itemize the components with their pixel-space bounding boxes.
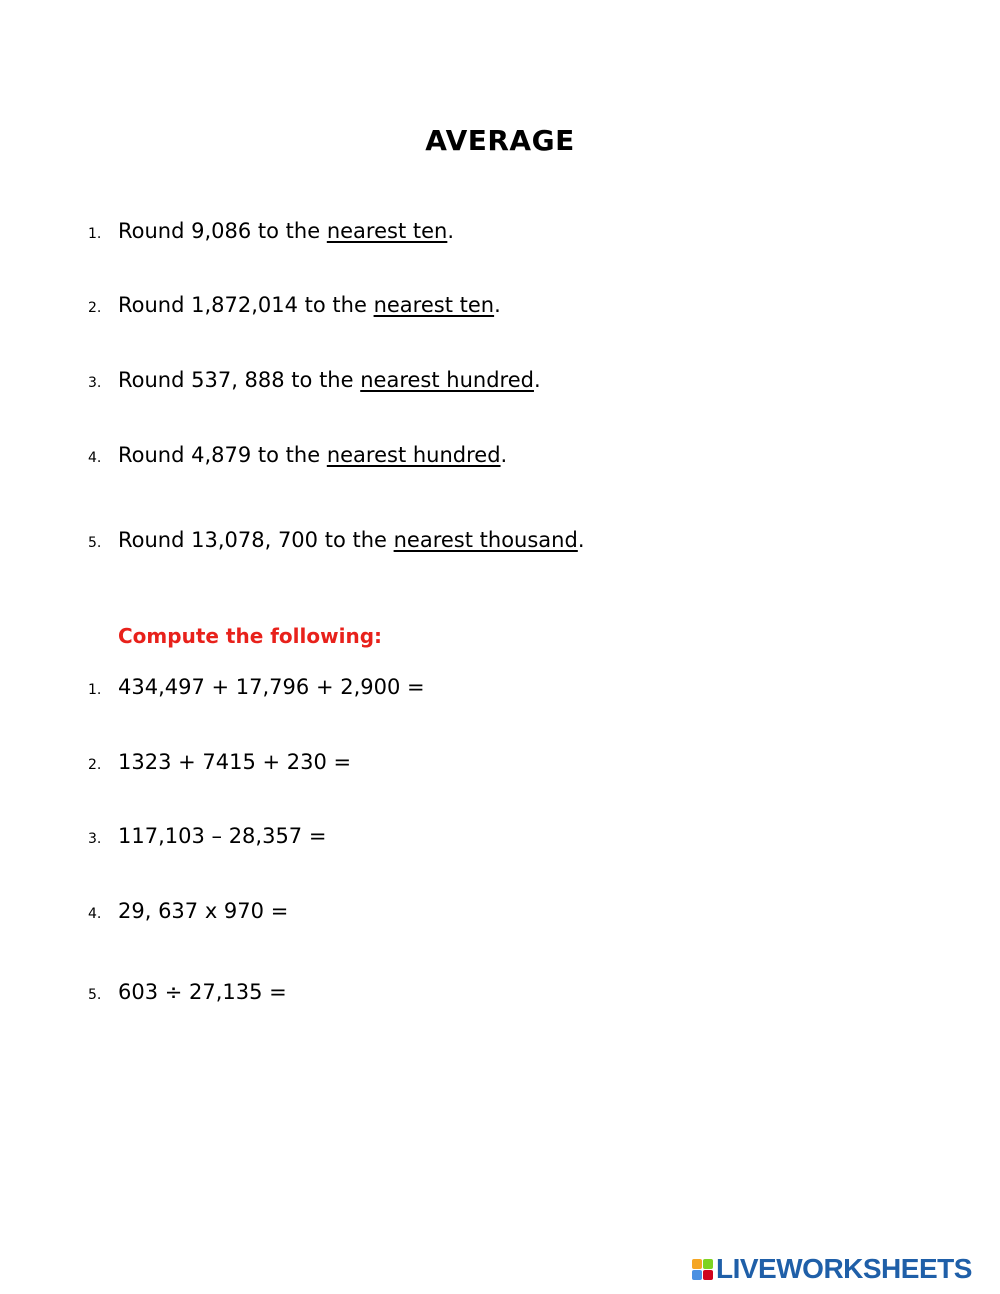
underlined-phrase: nearest hundred <box>326 443 501 467</box>
underlined-phrase: nearest thousand <box>393 528 578 552</box>
compute-question-3 <box>88 824 326 856</box>
question-text: Round 537, 888 to the nearest hundred. <box>118 368 541 392</box>
question-number: 4. <box>88 450 102 466</box>
question-number: 2. <box>88 300 102 316</box>
underlined-phrase: nearest hundred <box>360 368 534 392</box>
question-text: Round 1,872,014 to the nearest ten. <box>118 293 501 317</box>
underlined-phrase: nearest ten <box>373 293 495 317</box>
question-text: Round 9,086 to the nearest ten. <box>118 219 455 243</box>
question-text: 1323 + 7415 + 230 = <box>118 750 352 774</box>
compute-question-2 <box>88 750 351 782</box>
compute-question-5 <box>88 980 287 1012</box>
compute-question-4 <box>88 899 288 931</box>
question-number: 3. <box>88 831 102 847</box>
question-number: 5. <box>88 987 102 1003</box>
logo-square-2 <box>703 1259 713 1269</box>
question-text: Round 13,078, 700 to the nearest thousand. <box>118 528 585 552</box>
rounding-question-1 <box>88 219 454 251</box>
compute-heading: Compute the following: <box>118 624 383 648</box>
logo-mark-icon <box>692 1259 713 1280</box>
question-text: 29, 637 x 970 = <box>118 899 289 923</box>
question-number: 4. <box>88 906 102 922</box>
rounding-question-3 <box>88 368 541 400</box>
question-number: 3. <box>88 375 102 391</box>
question-text: 434,497 + 17,796 + 2,900 = <box>118 675 425 699</box>
rounding-question-2 <box>88 293 501 325</box>
underlined-phrase: nearest ten <box>326 219 448 243</box>
question-number: 1. <box>88 226 102 242</box>
liveworksheets-logo <box>692 1253 972 1285</box>
logo-square-4 <box>703 1270 713 1280</box>
question-number: 2. <box>88 757 102 773</box>
logo-square-1 <box>692 1259 702 1269</box>
question-text: Round 4,879 to the nearest hundred. <box>118 443 508 467</box>
page-title: AVERAGE <box>425 124 575 157</box>
logo-text: LIVEWORKSHEETS <box>716 1253 972 1284</box>
logo-square-3 <box>692 1270 702 1280</box>
question-number: 1. <box>88 682 102 698</box>
question-text: 603 ÷ 27,135 = <box>118 980 287 1004</box>
question-number: 5. <box>88 535 102 551</box>
rounding-question-4 <box>88 443 507 475</box>
rounding-question-5 <box>88 528 585 560</box>
question-text: 117,103 – 28,357 = <box>118 824 327 848</box>
compute-question-1 <box>88 675 425 707</box>
